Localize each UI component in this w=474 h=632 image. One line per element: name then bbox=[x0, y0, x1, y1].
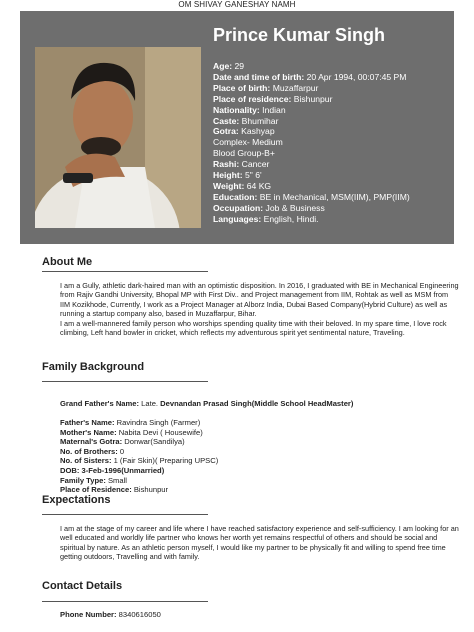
grandfather-label: Grand Father's Name: bbox=[60, 399, 140, 408]
family-detail-row bbox=[60, 466, 460, 476]
profile-name: Prince Kumar Singh bbox=[213, 25, 386, 45]
profile-detail-label: Place of residence: bbox=[213, 93, 292, 104]
family-divider bbox=[42, 381, 208, 382]
family-detail-label: No. of Sisters: bbox=[60, 456, 112, 466]
phone-label: Phone Number: bbox=[60, 610, 117, 619]
family-detail-row bbox=[60, 437, 460, 447]
expectations-title: Expectations bbox=[42, 494, 111, 506]
profile-detail-value: Muzaffarpur bbox=[270, 82, 319, 93]
family-detail-label: Place of Residence: bbox=[60, 485, 132, 495]
profile-detail-label: Place of birth: bbox=[213, 82, 271, 93]
family-detail-row bbox=[60, 447, 460, 457]
about-paragraph-2: I am a well-mannered family person who worships spending quality time with their beloved. In my spare time, I love rock climbing, Left hand bowler in cricket, which reflects my adventurous spirit yet sentimental nature, Traveling. bbox=[60, 318, 447, 338]
family-detail-value: Ravindra Singh (Farmer) bbox=[114, 418, 201, 427]
profile-detail-value: Cancer bbox=[239, 159, 270, 170]
profile-detail-label: Nationality: bbox=[213, 104, 260, 115]
family-detail-row bbox=[60, 456, 460, 466]
profile-detail-label: Languages: bbox=[213, 213, 262, 224]
profile-detail-label: Gotra: bbox=[213, 126, 239, 137]
family-detail-row bbox=[60, 418, 460, 428]
family-detail-value: Donwar(Sandilya) bbox=[122, 437, 185, 447]
profile-detail-row bbox=[213, 126, 449, 137]
profile-detail-label: Occupation: bbox=[213, 202, 264, 213]
family-detail-label: Mother's Name: bbox=[60, 427, 117, 437]
profile-detail-label: Rashi: bbox=[213, 159, 240, 170]
family-detail-label: No. of Brothers: bbox=[60, 446, 118, 456]
profile-detail-row bbox=[213, 192, 449, 203]
profile-detail-value: 64 KG bbox=[244, 180, 272, 191]
profile-detail-value: Blood Group-B+ bbox=[213, 148, 275, 159]
profile-detail-value: Bishunpur bbox=[291, 93, 333, 104]
profile-detail-value: Indian bbox=[259, 104, 286, 115]
profile-detail-row bbox=[213, 170, 449, 181]
profile-detail-label: Education: bbox=[213, 191, 258, 202]
profile-detail-value: Bhumihar bbox=[239, 115, 279, 126]
profile-photo-illustration bbox=[35, 47, 201, 228]
profile-detail-label: Date and time of birth: bbox=[213, 71, 305, 82]
profile-detail-row bbox=[213, 214, 449, 225]
family-detail-value: Bishunpur bbox=[131, 485, 169, 495]
about-divider bbox=[42, 271, 208, 272]
profile-detail-value: Complex- Medium bbox=[213, 137, 283, 148]
top-invocation: OM SHIVAY GANESHAY NAMH bbox=[178, 0, 296, 9]
profile-header bbox=[20, 11, 454, 244]
phone-value: 8340616050 bbox=[116, 610, 161, 619]
about-title: About Me bbox=[42, 256, 93, 268]
about-text bbox=[60, 281, 460, 337]
profile-details bbox=[213, 61, 449, 225]
family-detail-value: 0 bbox=[117, 446, 125, 456]
contact-divider bbox=[42, 601, 208, 602]
grandfather-value: Devnandan Prasad Singh(Middle School HeadMaster) bbox=[160, 399, 354, 408]
family-title: Family Background bbox=[42, 361, 145, 373]
expectations-text: I am at the stage of my career and life where I have reached satisfactory experience and self-sufficiency. I am looking for an well educated and worldly life partner who knows her worth yet remains respectful of others and should be social and spiritual by nature. As an athletic person myself, I would like my partner to be physically fit and willing to spend free time getting outdoors, Travelling and with family. bbox=[60, 524, 459, 562]
expectations-divider bbox=[42, 514, 208, 515]
contact-title: Contact Details bbox=[42, 580, 123, 592]
profile-detail-value: English, Hindi. bbox=[261, 213, 319, 224]
family-detail-label: Father's Name: bbox=[60, 418, 115, 427]
about-paragraph-1: I am a Gully, athletic dark-haired man with an optimistic disposition. In 2016, I graduated with BE in Mechanical Engineering from Rajiv Gandhi University, Bhopal MP with First Div.. and Project management from IIM, Rohtak as well as MSM from IIM Kozikhode, Currently, I work as a Project Manager at Alborz India, Dubai Based Company(Hybrid Culture) as well as running a startup company also, based in Muzaffarpur, Bihar. bbox=[60, 281, 459, 319]
profile-detail-value: 20 Apr 1994, 00:07:45 PM bbox=[304, 71, 407, 82]
phone-row bbox=[60, 610, 161, 619]
profile-detail-row bbox=[213, 72, 449, 83]
profile-detail-row bbox=[213, 181, 449, 192]
family-detail-row bbox=[60, 485, 460, 495]
family-detail-row bbox=[60, 476, 460, 486]
profile-photo bbox=[35, 47, 201, 228]
profile-detail-row bbox=[213, 61, 449, 72]
profile-detail-label: Weight: bbox=[213, 180, 245, 191]
profile-detail-label: Height: bbox=[213, 170, 243, 181]
profile-detail-row bbox=[213, 159, 449, 170]
grandfather-row bbox=[60, 399, 353, 408]
family-detail-value: Small bbox=[105, 475, 127, 485]
family-detail-value: 1 (Fair Skin)( Preparing UPSC) bbox=[111, 456, 219, 466]
profile-detail-label: Caste: bbox=[213, 115, 240, 126]
family-detail-label: DOB: 3-Feb-1996(Unmarried) bbox=[60, 465, 165, 475]
profile-detail-row bbox=[213, 105, 449, 116]
profile-detail-value: BE in Mechanical, MSM(IIM), PMP(IIM) bbox=[257, 191, 410, 202]
profile-detail-value: 29 bbox=[232, 61, 245, 71]
profile-detail-row bbox=[213, 116, 449, 127]
profile-detail-row bbox=[213, 83, 449, 94]
profile-detail-row bbox=[213, 137, 449, 148]
profile-detail-row bbox=[213, 94, 449, 105]
family-detail-label: Family Type: bbox=[60, 475, 106, 485]
family-detail-row bbox=[60, 428, 460, 438]
family-detail-label: Maternal's Gotra: bbox=[60, 437, 123, 447]
profile-detail-label: Age: bbox=[213, 61, 233, 71]
profile-detail-row bbox=[213, 203, 449, 214]
profile-detail-row bbox=[213, 148, 449, 159]
family-details bbox=[60, 418, 460, 495]
family-detail-value: Nabita Devi ( Housewife) bbox=[116, 427, 203, 437]
profile-detail-value: 5" 6' bbox=[242, 170, 262, 181]
profile-detail-value: Kashyap bbox=[238, 126, 275, 137]
grandfather-prefix: Late. bbox=[139, 399, 161, 408]
profile-detail-value: Job & Business bbox=[263, 202, 325, 213]
